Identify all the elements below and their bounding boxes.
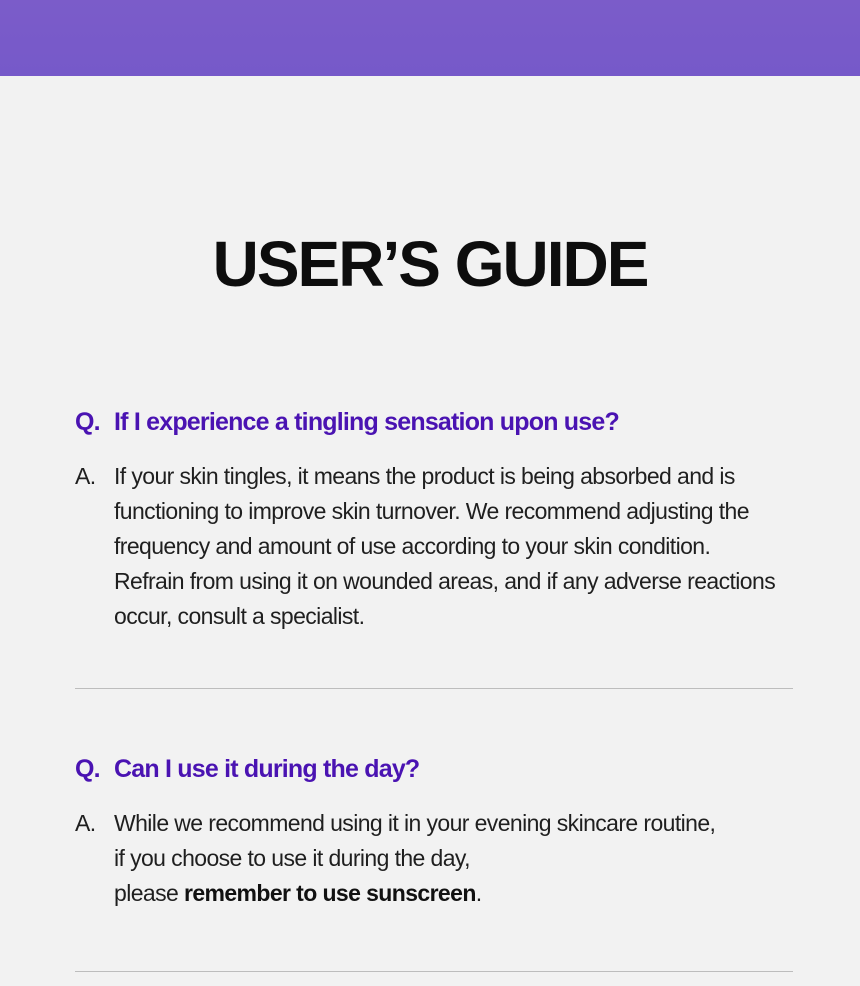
section-divider [75,688,793,689]
question-text: Can I use it during the day? [114,755,420,783]
question-marker: Q. [75,408,100,436]
answer-line: If your skin tingles, it means the product is being absorbed and is [114,463,735,489]
answer-text [114,806,715,911]
answer-row [75,459,793,634]
answer-line: While we recommend using it in your evening skincare routine, [114,810,716,836]
answer-line: frequency and amount of use according to your skin condition. [114,533,711,559]
qa-item-daytime-use [75,752,793,911]
answer-line: Refrain from using it on wounded areas, and if any adverse reactions [114,568,776,594]
page-title: USER’S GUIDE [212,228,648,300]
top-banner [0,0,860,76]
answer-text-prefix: please [114,880,184,906]
answer-line: functioning to improve skin turnover. We recommend adjusting the [114,498,749,524]
answer-line: if you choose to use it during the day, [114,845,470,871]
question-marker: Q. [75,755,100,783]
answer-text-suffix: . [475,880,482,906]
answer-text [114,459,775,634]
qa-item-tingling [75,405,793,634]
section-divider [75,971,793,972]
answer-marker: A. [75,463,96,489]
answer-row [75,806,793,911]
answer-marker: A. [75,810,96,836]
sunscreen-emphasis: remember to use sunscreen [183,880,476,906]
answer-line [114,876,715,911]
question-row [75,752,793,786]
question-row [75,405,793,439]
answer-line: occur, consult a specialist. [114,603,365,629]
question-text: If I experience a tingling sensation upon use? [114,408,619,436]
